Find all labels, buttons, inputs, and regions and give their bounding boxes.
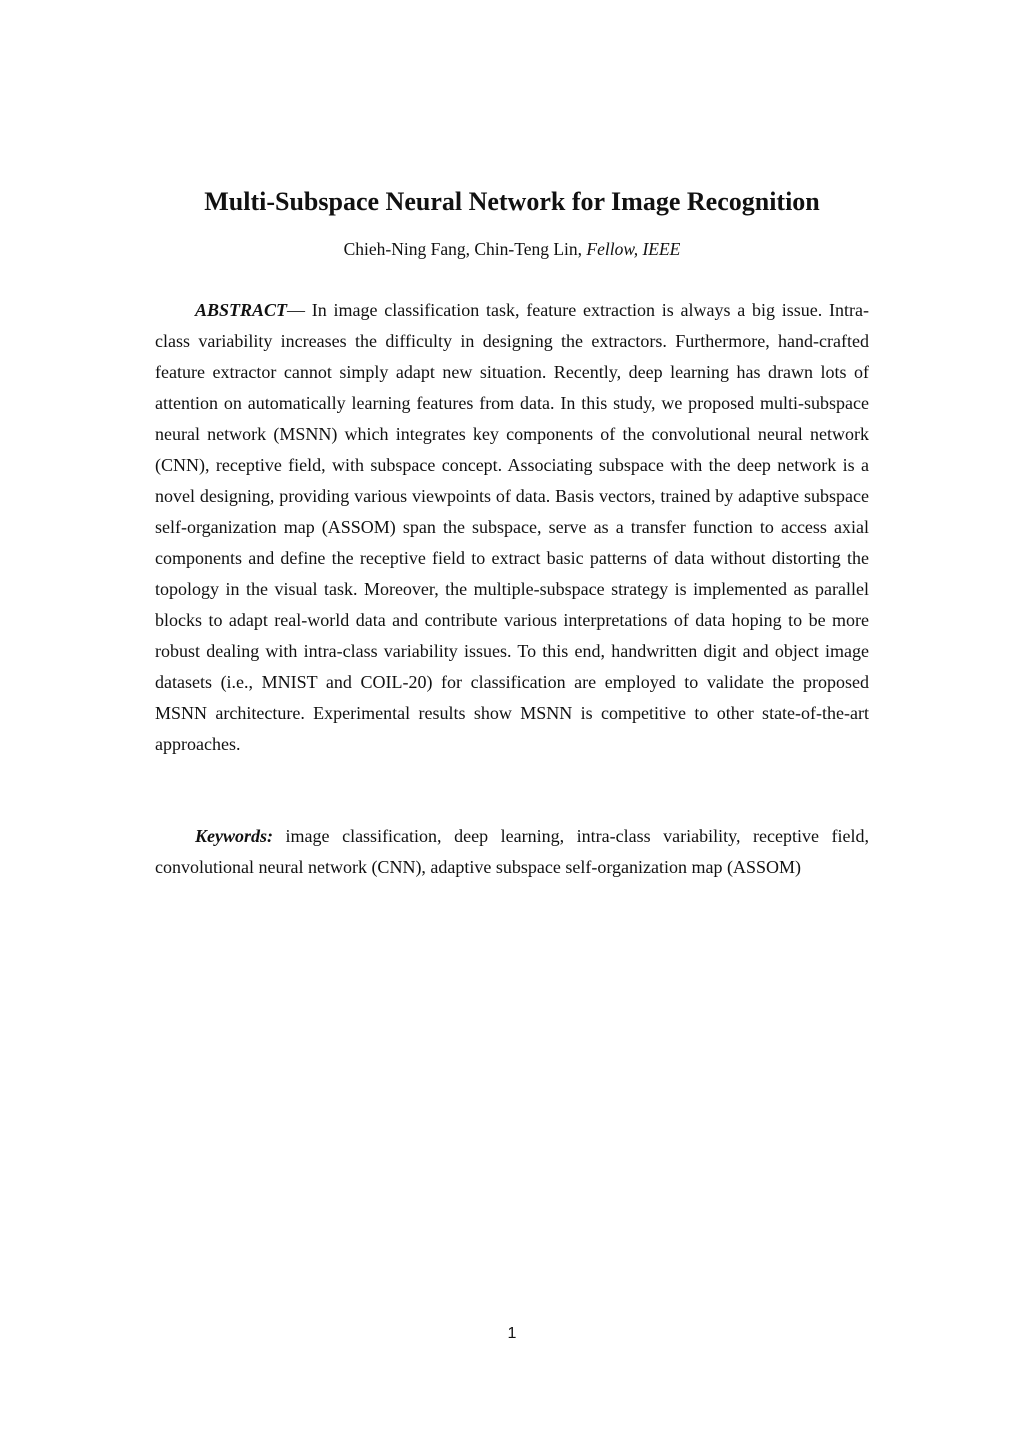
abstract-label: ABSTRACT xyxy=(195,300,288,320)
keywords-label: Keywords: xyxy=(195,826,273,846)
abstract-separator: — xyxy=(287,300,312,320)
author-role: Fellow, IEEE xyxy=(586,239,681,259)
keywords-paragraph xyxy=(155,821,869,883)
keywords-text: image classification, deep learning, intra-class variability, receptive field, convolutional neural network (CNN), adaptive subspace self-organization map (ASSOM) xyxy=(155,826,869,877)
abstract-paragraph xyxy=(155,295,869,760)
abstract-text: In image classification task, feature extraction is always a big issue. Intra-class variability increases the difficulty in designing the extractors. Furthermore, hand-crafted feature extractor cannot simply adapt new situation. Recently, deep learning has drawn lots of attention on automatically learning features from data. In this study, we proposed multi-subspace neural network (MSNN) which integrates key components of the convolutional neural network (CNN), receptive field, with subspace concept. Associating subspace with the deep network is a novel designing, providing various viewpoints of data. Basis vectors, trained by adaptive subspace self-organization map (ASSOM) span the subspace, serve as a transfer function to access axial components and define the receptive field to extract basic patterns of data without distorting the topology in the visual task. Moreover, the multiple-subspace strategy is implemented as parallel blocks to adapt real-world data and contribute various interpretations of data hoping to be more robust dealing with intra-class variability issues. To this end, handwritten digit and object image datasets (i.e., MNIST and COIL-20) for classification are employed to validate the proposed MSNN architecture. Experimental results show MSNN is competitive to other state-of-the-art approaches. xyxy=(155,300,869,754)
author-names: Chieh-Ning Fang, Chin-Teng Lin, xyxy=(343,239,587,259)
paper-title: Multi-Subspace Neural Network for Image Recognition xyxy=(204,187,820,216)
page-number: 1 xyxy=(507,1325,517,1342)
author-line xyxy=(0,236,1024,262)
